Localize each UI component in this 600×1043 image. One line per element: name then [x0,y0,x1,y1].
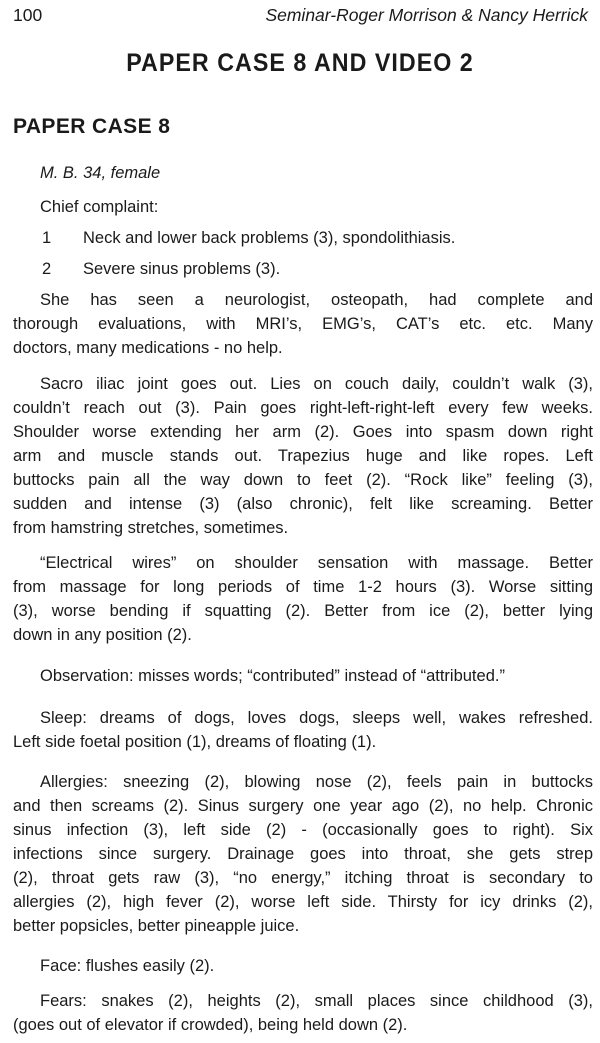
running-header [13,2,588,28]
paragraph-line: Shoulder worse extending her arm (2). Goes into spasm down right [13,423,593,441]
paragraph-line: couldn’t reach out (3). Pain goes right-left-right-left every few weeks. [13,399,593,417]
paragraph-line: (goes out of elevator if crowded), being held down (2). [13,1016,408,1034]
paragraph-line: allergies (2), high fever (2), worse left side. Thirsty for icy drinks (2), [13,893,593,911]
paragraph-line: Left side foetal position (1), dreams of floating (1). [13,733,377,751]
paragraph-line: from massage for long periods of time 1-2 hours (3). Worse sitting [13,578,593,596]
paragraph-line: Fears: snakes (2), heights (2), small places since childhood (3), [40,992,593,1010]
paragraph-line: Face: flushes easily (2). [40,957,215,975]
paragraph-line: Observation: misses words; “contributed” instead of “attributed.” [40,667,505,685]
paragraph-line: She has seen a neurologist, osteopath, had complete and [40,291,593,309]
paragraph-line: down in any position (2). [13,626,192,644]
page-number: 100 [13,5,43,25]
paragraph-line: better popsicles, better pineapple juice. [13,917,300,935]
paragraph-line: Sacro iliac joint goes out. Lies on couch daily, couldn’t walk (3), [40,375,593,393]
paragraph-line: thorough evaluations, with MRI’s, EMG’s, CAT’s etc. etc. Many [13,315,593,333]
paragraph-line: from hamstring stretches, sometimes. [13,519,289,537]
paragraph-line: sinus infection (3), left side (2) - (occasionally goes to right). Six [13,821,593,839]
complaint-text: Neck and lower back problems (3), spondolithiasis. [83,229,456,247]
paragraph-line: doctors, many medications - no help. [13,339,283,357]
chapter-title: PAPER CASE 8 AND VIDEO 2 [126,49,474,77]
paragraph-line: (3), worse bending if squatting (2). Better from ice (2), better lying [13,602,593,620]
complaint-number: 1 [42,229,52,247]
complaint-text: Severe sinus problems (3). [83,260,281,278]
paragraph-line: arm and muscle stands out. Trapezius huge and like ropes. Left [13,447,593,465]
chief-complaint-label: Chief complaint: [40,198,159,216]
paragraph-line: buttocks pain all the way down to feet (2). “Rock like” feeling (3), [13,471,593,489]
paragraph-line: (2), throat gets raw (3), “no energy,” itching throat is secondary to [13,869,593,887]
complaint-number: 2 [42,260,52,278]
paragraph-line: and then screams (2). Sinus surgery one year ago (2), no help. Chronic [13,797,593,815]
paragraph-line: infections since surgery. Drainage goes into throat, she gets strep [13,845,593,863]
section-title: PAPER CASE 8 [13,115,171,138]
patient-line: M. B. 34, female [40,164,161,182]
paragraph-line: Allergies: sneezing (2), blowing nose (2), feels pain in buttocks [40,773,593,791]
paragraph-line: sudden and intense (3) (also chronic), felt like screaming. Better [13,495,593,513]
paragraph-line: Sleep: dreams of dogs, loves dogs, sleeps well, wakes refreshed. [40,709,593,727]
paragraph-line: “Electrical wires” on shoulder sensation with massage. Better [40,554,593,572]
running-title: Seminar-Roger Morrison & Nancy Herrick [265,5,588,25]
